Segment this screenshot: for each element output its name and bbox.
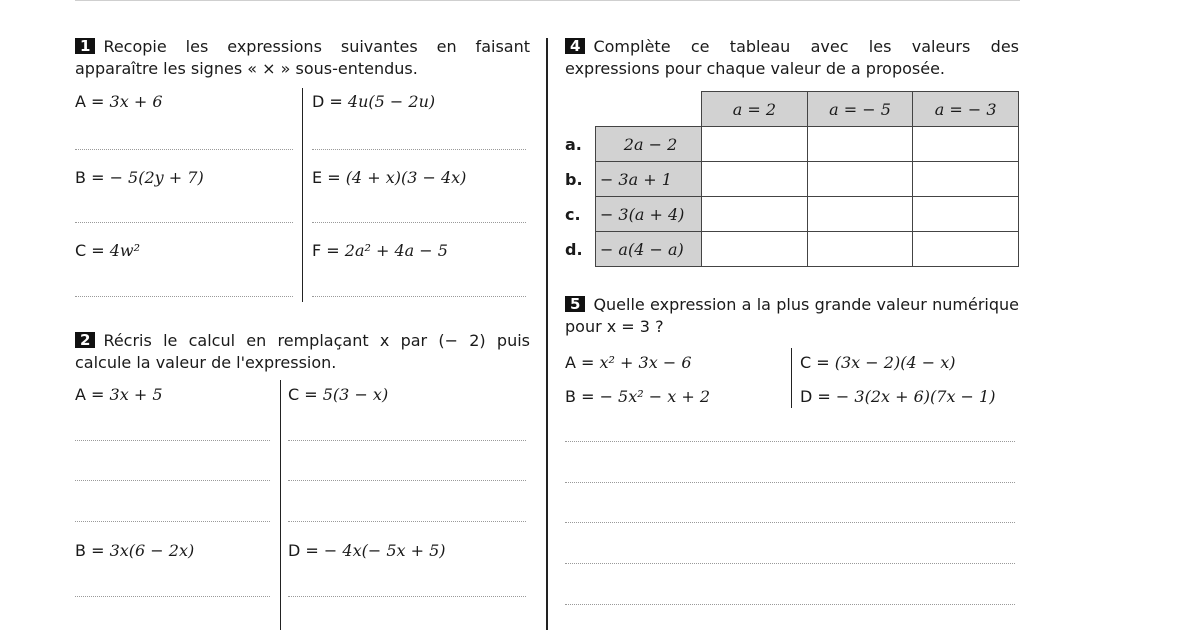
ex5-text: Quelle expression a la plus grande valeur numérique pour x = 3 ? — [565, 295, 1019, 336]
answer-cell[interactable] — [702, 197, 808, 232]
ex1-expression-a: A = 3x + 6 — [75, 92, 163, 111]
answer-line[interactable] — [312, 149, 526, 150]
answer-line[interactable] — [75, 149, 293, 150]
row-label: d. — [565, 239, 583, 259]
row-expression: − 3a + 1 — [595, 162, 701, 197]
ex1-expression-e: E = (4 + x)(3 − 4x) — [312, 168, 467, 187]
table-row — [565, 232, 1019, 267]
answer-cell[interactable] — [913, 162, 1019, 197]
answer-line[interactable] — [565, 482, 1015, 483]
ex5-expression-b: B = − 5x² − x + 2 — [565, 387, 711, 406]
answer-line[interactable] — [288, 440, 526, 441]
answer-cell[interactable] — [913, 127, 1019, 162]
answer-line[interactable] — [565, 604, 1015, 605]
answer-line[interactable] — [75, 296, 293, 297]
ex2-expression-b: B = 3x(6 − 2x) — [75, 541, 195, 560]
answer-line[interactable] — [565, 441, 1015, 442]
ex5-expression-d: D = − 3(2x + 6)(7x − 1) — [800, 387, 996, 406]
row-label: c. — [565, 204, 581, 224]
ex2-expression-d: D = − 4x(− 5x + 5) — [288, 541, 446, 560]
answer-line[interactable] — [565, 522, 1015, 523]
table-header: a = − 5 — [807, 92, 913, 127]
ex4-text: Complète ce tableau avec les valeurs des expressions pour chaque valeur de a proposée. — [565, 37, 1019, 78]
table-header: a = − 3 — [913, 92, 1019, 127]
ex1-divider — [302, 88, 303, 302]
ex1-expression-d: D = 4u(5 − 2u) — [312, 92, 436, 111]
table-header-row — [565, 92, 1019, 127]
ex2-instruction — [75, 330, 530, 374]
ex5-number: 5 — [565, 296, 585, 312]
answer-line[interactable] — [312, 222, 526, 223]
top-rule — [75, 0, 1020, 1]
ex2-expression-a: A = 3x + 5 — [75, 385, 163, 404]
answer-line[interactable] — [75, 521, 270, 522]
ex5-divider — [791, 348, 792, 408]
ex2-text: Récris le calcul en remplaçant x par (− 2) puis calcule la valeur de l'expression. — [75, 331, 530, 372]
answer-line[interactable] — [75, 596, 270, 597]
answer-cell[interactable] — [702, 127, 808, 162]
answer-line[interactable] — [75, 480, 270, 481]
ex2-divider — [280, 380, 281, 630]
ex2-number: 2 — [75, 332, 95, 348]
ex5-expression-a: A = x² + 3x − 6 — [565, 353, 692, 372]
row-label: b. — [565, 169, 583, 189]
ex4-instruction — [565, 36, 1019, 80]
answer-line[interactable] — [75, 222, 293, 223]
answer-line[interactable] — [288, 521, 526, 522]
table-row — [565, 162, 1019, 197]
row-expression: 2a − 2 — [595, 127, 701, 162]
table-header: a = 2 — [702, 92, 808, 127]
answer-line[interactable] — [565, 563, 1015, 564]
answer-cell[interactable] — [702, 232, 808, 267]
ex1-expression-c: C = 4w² — [75, 241, 141, 260]
answer-line[interactable] — [288, 480, 526, 481]
answer-cell[interactable] — [807, 232, 913, 267]
answer-line[interactable] — [288, 596, 526, 597]
answer-cell[interactable] — [913, 232, 1019, 267]
answer-cell[interactable] — [702, 162, 808, 197]
ex1-text: Recopie les expressions suivantes en faisant apparaître les signes « × » sous-entendus. — [75, 37, 530, 78]
answer-cell[interactable] — [913, 197, 1019, 232]
ex1-number: 1 — [75, 38, 95, 54]
column-separator — [546, 38, 548, 630]
ex1-expression-b: B = − 5(2y + 7) — [75, 168, 204, 187]
ex1-instruction — [75, 36, 530, 80]
table-row — [565, 197, 1019, 232]
ex5-expression-c: C = (3x − 2)(4 − x) — [800, 353, 956, 372]
row-label: a. — [565, 134, 582, 154]
answer-line[interactable] — [312, 296, 526, 297]
row-expression: − a(4 − a) — [595, 232, 701, 267]
answer-line[interactable] — [75, 440, 270, 441]
answer-cell[interactable] — [807, 197, 913, 232]
ex2-expression-c: C = 5(3 − x) — [288, 385, 389, 404]
values-table — [565, 91, 1019, 267]
table-row — [565, 127, 1019, 162]
ex4-number: 4 — [565, 38, 585, 54]
row-expression: − 3(a + 4) — [595, 197, 701, 232]
ex1-expression-f: F = 2a² + 4a − 5 — [312, 241, 448, 260]
answer-cell[interactable] — [807, 127, 913, 162]
answer-cell[interactable] — [807, 162, 913, 197]
ex5-instruction — [565, 294, 1019, 338]
